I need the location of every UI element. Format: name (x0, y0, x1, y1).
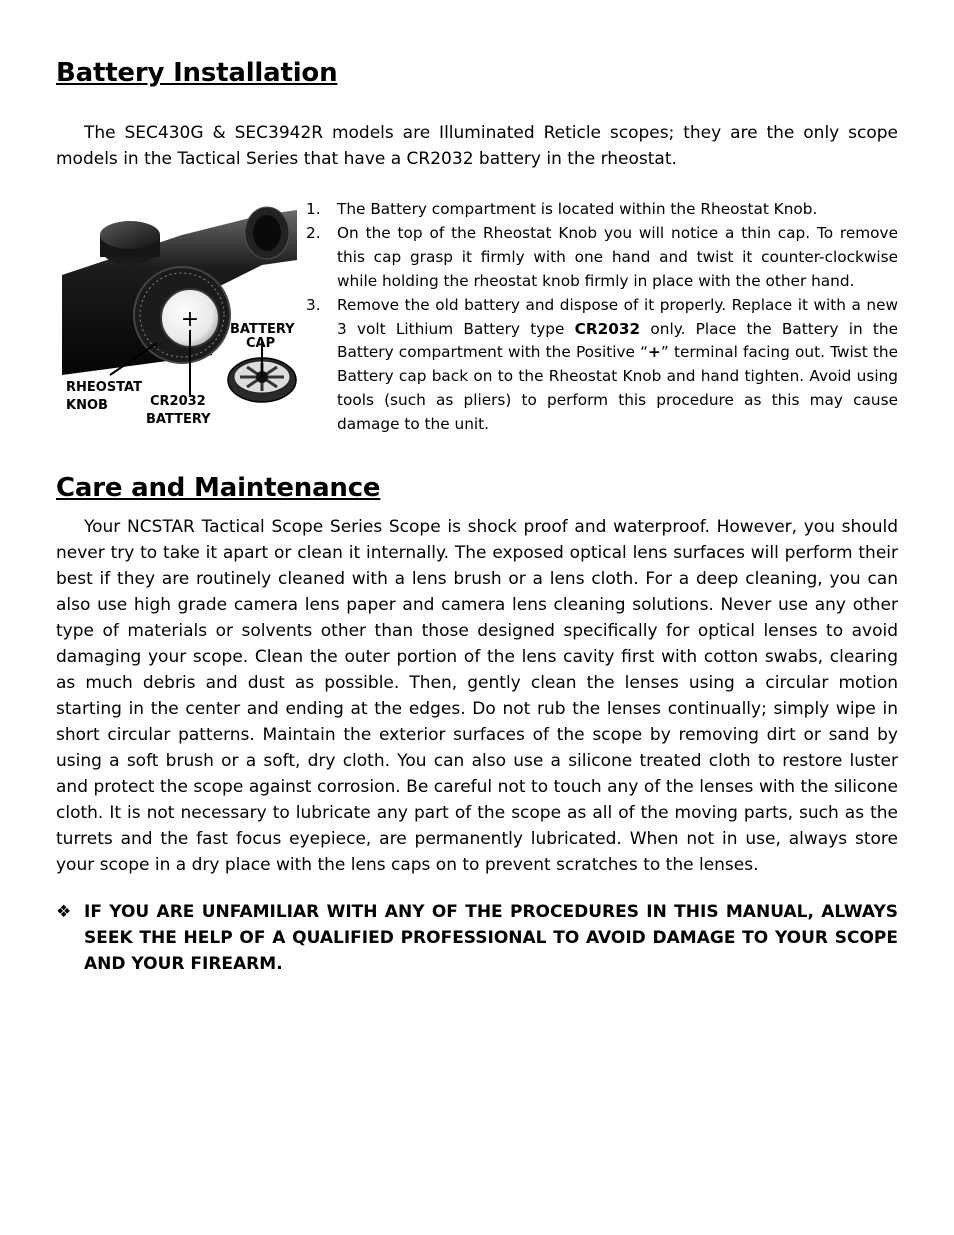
battery-steps-list (306, 198, 898, 437)
scope-illustration (62, 205, 302, 435)
label-rheostat-line1: RHEOSTAT (66, 380, 142, 395)
label-cr2032-line2: BATTERY (146, 412, 211, 427)
warning-text: IF YOU ARE UNFAMILIAR WITH ANY OF THE PROCEDURES IN THIS MANUAL, ALWAYS SEEK THE HELP OF A QUALIFIED PROFESSIONAL TO AVOID DAMAGE TO YOUR SCOPE AND YOUR FIREARM. (84, 902, 898, 974)
label-cr2032-line1: CR2032 (150, 394, 206, 409)
step-text: On the top of the Rheostat Knob you will notice a thin cap. To remove this cap grasp it firmly with one hand and twist it counter-clockwise while holding the rheostat knob firmly in place with the other hand. (337, 223, 898, 290)
diamond-bullet-icon: ❖ (56, 902, 72, 922)
step-number: 2. (306, 223, 321, 242)
step-text-part: ” terminal facing out. Twist the Battery cap back on to the Rheostat Knob and hand tighten. Avoid using tools (such as pliers) to perform this procedure as this may cause damage to the unit. (337, 343, 898, 434)
step-number: 3. (306, 295, 321, 314)
battery-installation-heading: Battery Installation (56, 58, 338, 88)
step-number: 1. (306, 200, 321, 218)
warning-notice (56, 899, 898, 977)
label-battery-cap-line1: BATTERY (230, 322, 295, 337)
step-text: The Battery compartment is located within the Rheostat Knob. (337, 200, 818, 218)
rheostat-battery-figure (62, 205, 302, 435)
care-maintenance-heading: Care and Maintenance (56, 473, 381, 503)
plus-symbol: + (180, 307, 200, 332)
battery-type-bold: CR2032 (574, 319, 641, 338)
label-rheostat-line2: KNOB (66, 398, 108, 413)
list-item (306, 198, 898, 222)
care-maintenance-paragraph: Your NCSTAR Tactical Scope Series Scope is shock proof and waterproof. However, you should never try to take it apart or clean it internally. The exposed optical lens surfaces will perform their best if they are routinely cleaned with a lens brush or a lens cloth. For a deep cleaning, you can also use high grade camera lens paper and camera lens cleaning solutions. Never use any other type of materials or solvents other than those designed specifically for optical lenses to avoid damaging your scope. Clean the outer portion of the lens cavity first with cotton swabs, clearing as much debris and dust as possible. Then, gently clean the lenses using a circular motion starting in the center and ending at the edges. Do not rub the lenses continually; simply wipe in short circular patterns. Maintain the exterior surfaces of the scope by removing dirt or sand by using a soft brush or a soft, dry cloth. You can also use a silicone treated cloth to restore luster and protect the scope against corrosion. Be careful not to touch any of the lenses with the silicone cloth. It is not necessary to lubricate any part of the scope as all of the moving parts, such as the turrets and the fast focus eyepiece, are permanently lubricated. When not in use, always store your scope in a dry place with the lens caps on to prevent scratches to the lenses. (56, 517, 898, 875)
list-item (306, 294, 898, 437)
label-battery-cap-line2: CAP (246, 336, 276, 351)
positive-symbol-bold: + (648, 343, 661, 362)
step-text-part: only. Place the Battery in the Battery compartment with the Positive “ (337, 319, 898, 362)
battery-intro-paragraph: The SEC430G & SEC3942R models are Illuminated Reticle scopes; they are the only scope models in the Tactical Series that have a CR2032 battery in the rheostat. (56, 123, 898, 169)
step-text-part: Remove the old battery and dispose of it properly. Replace it with a new 3 volt Lithium Battery type (337, 295, 898, 338)
list-item (306, 222, 898, 294)
